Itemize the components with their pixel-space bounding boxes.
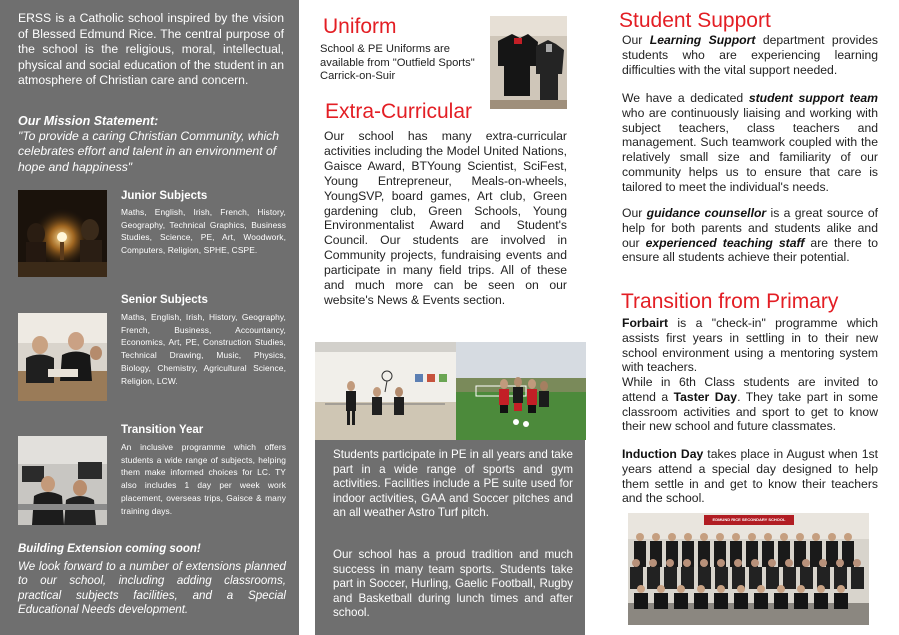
mission-heading: Our Mission Statement: [18, 114, 159, 128]
group-photo [628, 513, 869, 625]
uniform-photo [490, 16, 567, 109]
extra-curricular-text: Our school has many extra-curricular activities including the Model United Nations, Gaisce Award, BTYoung Scientist, SciFest, Young Entrepreneur, Meals-on-wheels, YoungSVP, board games, Art club, Green gardening club, Green Schools, Young Environmentalist Award and Student's Council. Our students are involved in Community projects, fundraising events and participate in many field trips. All of these and much more can be seen on our website's News & Events section. [324, 129, 567, 307]
text-run: Our [622, 33, 650, 47]
sports-info-box [315, 440, 585, 635]
induction-day-emphasis: Induction Day [622, 447, 704, 461]
guidance-paragraph [622, 206, 878, 265]
extra-curricular-heading: Extra-Curricular [325, 100, 473, 123]
text-run: Our [622, 206, 647, 220]
soccer-team-photo [456, 342, 586, 440]
text-run: department provides students who are experiencing learning difficulties with the vital support needed. [622, 33, 878, 77]
team-sports-text: Our school has a proud tradition and much success in many team sports. Students take part in Soccer, Hurling, Gaelic Football, Rugby and Basketball during lunch times and after school. [333, 548, 573, 619]
student-support-heading: Student Support [619, 9, 771, 32]
teaching-staff-emphasis: experienced teaching staff [645, 235, 805, 250]
taster-day-paragraph [622, 375, 878, 434]
senior-subjects-photo [18, 313, 107, 401]
text-run: are there to ensure all students achieve their potential. [622, 235, 878, 265]
support-team-emphasis: student support team [748, 91, 878, 105]
forbairt-paragraph [622, 316, 878, 375]
uniform-heading: Uniform [323, 15, 397, 38]
junior-subjects-text: Maths, English, Irish, French, History, Geography, Technical Graphics, Business Studies, Science, PE, Art, Woodwork, Computers, Religion, SPHE, CSPE. [121, 207, 286, 256]
learning-support-paragraph [622, 33, 878, 77]
support-team-paragraph [622, 91, 878, 195]
pe-text: Students participate in PE in all years and take part in a wide range of sports and gym activities. Facilities include a PE suite used for indoor activities, GAA and Soccer pitches and an all weather Astro Turf pitch. [333, 448, 573, 519]
transition-year-text: An inclusive programme which offers students a wide range of subjects, helping them make informed choices for LC. TY also includes 1 day per week work placement, overseas trips, Gaisce & many training days. [121, 442, 286, 516]
induction-day-paragraph [622, 447, 878, 506]
transition-year-heading: Transition Year [121, 424, 204, 436]
text-run: . They take part in some classroom activities and sport to get to know their new school and future classmates. [622, 389, 878, 434]
transition-primary-heading: Transition from Primary [621, 290, 839, 313]
forbairt-emphasis: Forbairt [622, 316, 669, 330]
sports-hall-photo [315, 342, 456, 440]
transition-year-photo [18, 436, 107, 525]
guidance-counsellor-emphasis: guidance counsellor [646, 206, 767, 220]
left-panel [0, 0, 299, 635]
taster-day-emphasis: Taster Day [673, 389, 738, 404]
text-run: is a "check-in" programme which assists first years in settling in to their new school environment using a mentoring system with teachers. [622, 316, 878, 375]
building-extension-heading: Building Extension coming soon! [18, 543, 201, 555]
junior-subjects-heading: Junior Subjects [121, 190, 208, 202]
text-run: We have a dedicated [622, 91, 749, 105]
learning-support-emphasis: Learning Support [649, 33, 756, 47]
text-run: is a great source of help for both parents and students alike and our [622, 206, 878, 250]
text-run: who are continuously liaising and working with subject teachers, class teachers and management. Such teamwork coupled with the relatively small size and familiarity of our community helps us to ensure that care is tailored to meet the individual's needs. [622, 105, 878, 194]
senior-subjects-heading: Senior Subjects [121, 294, 208, 306]
school-banner: EDMUND RICE SECONDARY SCHOOL [712, 517, 786, 522]
senior-subjects-text: Maths, English, Irish, History, Geography, French, Business, Accountancy, Economics, Art, PE, Construction Studies, Technical Drawing, Music, Physics, Biology, Chemistry, Agricultural Science, Religion, LCW. [121, 312, 286, 386]
uniform-text: School & PE Uniforms are available from "Outfield Sports" Carrick-on-Suir [320, 43, 475, 83]
mission-text: "To provide a caring Christian Community, which celebrates effort and talent in an environment of hope and happiness" [18, 129, 280, 174]
text-run: takes place in August when 1st years attend a special day designed to help them settle in and get to know their teachers and the school. [622, 447, 878, 506]
building-extension-text: We look forward to a number of extensions planned to our school, including adding classrooms, practical subjects facilities, and a Special Educational Needs development. [18, 560, 286, 616]
intro-text: ERSS is a Catholic school inspired by the vision of Blessed Edmund Rice. The central purpose of the school is the religious, moral, intellectual, physical and social education of the student in an atmosphere of Christian care and concern. [18, 11, 284, 88]
text-run: While in 6th Class students are invited to attend a [622, 375, 878, 404]
junior-subjects-photo [18, 190, 107, 277]
